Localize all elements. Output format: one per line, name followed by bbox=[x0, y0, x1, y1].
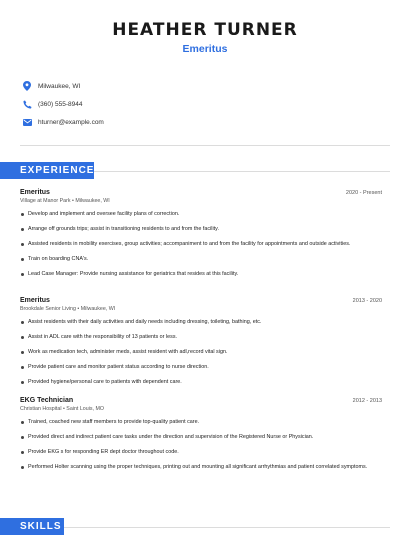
job-bullet: Train on boarding CNA's. bbox=[20, 255, 382, 263]
location-pin-icon bbox=[22, 81, 32, 91]
job-bullets bbox=[20, 210, 382, 278]
contact-location-text: Milwaukee, WI bbox=[38, 82, 81, 90]
job-dates: 2020 - Present bbox=[345, 190, 382, 196]
job-dates: 2013 - 2020 bbox=[352, 298, 382, 304]
job-bullet: Provide patient care and monitor patient status according to nurse direction. bbox=[20, 363, 382, 371]
resume-header bbox=[0, 0, 410, 55]
job-dates: 2012 - 2013 bbox=[352, 398, 382, 404]
job-bullet: Assisted residents in mobility exercises, group activities; accompaniment to and from the facility for appointments and outside activities. bbox=[20, 240, 382, 248]
contact-email-text: hturner@example.com bbox=[38, 118, 104, 126]
job-title: Emeritus bbox=[20, 189, 50, 196]
job-place: Brookdale Senior Living • Milwaukee, WI bbox=[20, 306, 116, 312]
job-bullets bbox=[20, 418, 382, 471]
job-bullet: Assist residents with their daily activities and daily needs including dressing, toileting, bathing, etc. bbox=[20, 318, 382, 326]
job-bullet: Develop and implement and oversee facility plans of correction. bbox=[20, 210, 382, 218]
section-experience-rule bbox=[94, 171, 390, 172]
job-bullet: Performed Holter scanning using the proper techniques, printing out and mounting all significant arrhythmias and patient correlated symptoms. bbox=[20, 463, 382, 471]
job-bullet: Assist in ADL care with the responsibility of 13 patients or less. bbox=[20, 333, 382, 341]
candidate-title: Emeritus bbox=[182, 43, 228, 55]
candidate-name: HEATHER TURNER bbox=[112, 20, 298, 40]
job-bullet: Work as medication tech, administer meds, assist resident with adl,record vital sign. bbox=[20, 348, 382, 356]
contact-phone-text: (360) 555-8944 bbox=[38, 100, 83, 108]
job-bullet: Provide EKG s for responding ER dept doctor throughout code. bbox=[20, 448, 382, 456]
contact-list bbox=[22, 77, 410, 131]
job-place: Village at Manor Park • Milwaukee, WI bbox=[20, 198, 110, 204]
job-place: Christian Hospital • Saint Louis, MO bbox=[20, 406, 104, 412]
job-bullet: Provided direct and indirect patient care tasks under the direction and supervision of the Registered Nurse or Physician. bbox=[20, 433, 382, 441]
phone-icon bbox=[22, 99, 32, 109]
job-entry bbox=[20, 297, 382, 386]
job-entry bbox=[20, 397, 382, 471]
job-bullet: Provided hygiene/personal care to patients with dependent care. bbox=[20, 378, 382, 386]
job-bullet: Arrange off grounds trips; assist in transitioning residents to and from the facility. bbox=[20, 225, 382, 233]
contact-location bbox=[22, 77, 410, 95]
contact-email bbox=[22, 113, 410, 131]
contact-phone bbox=[22, 95, 410, 113]
job-bullet: Lead Case Manager: Provide nursing assistance for geriatrics that resides at this facility. bbox=[20, 270, 382, 278]
header-divider bbox=[20, 145, 390, 146]
email-icon bbox=[22, 117, 32, 127]
section-skills-heading: SKILLS bbox=[0, 518, 64, 535]
job-title: EKG Technician bbox=[20, 397, 74, 404]
job-bullet: Trained, coached new staff members to provide top-quality patient care. bbox=[20, 418, 382, 426]
section-experience-heading: EXPERIENCE bbox=[0, 162, 94, 179]
job-entry bbox=[20, 189, 382, 278]
job-title: Emeritus bbox=[20, 297, 50, 304]
section-skills-rule bbox=[64, 527, 390, 528]
job-bullets bbox=[20, 318, 382, 386]
